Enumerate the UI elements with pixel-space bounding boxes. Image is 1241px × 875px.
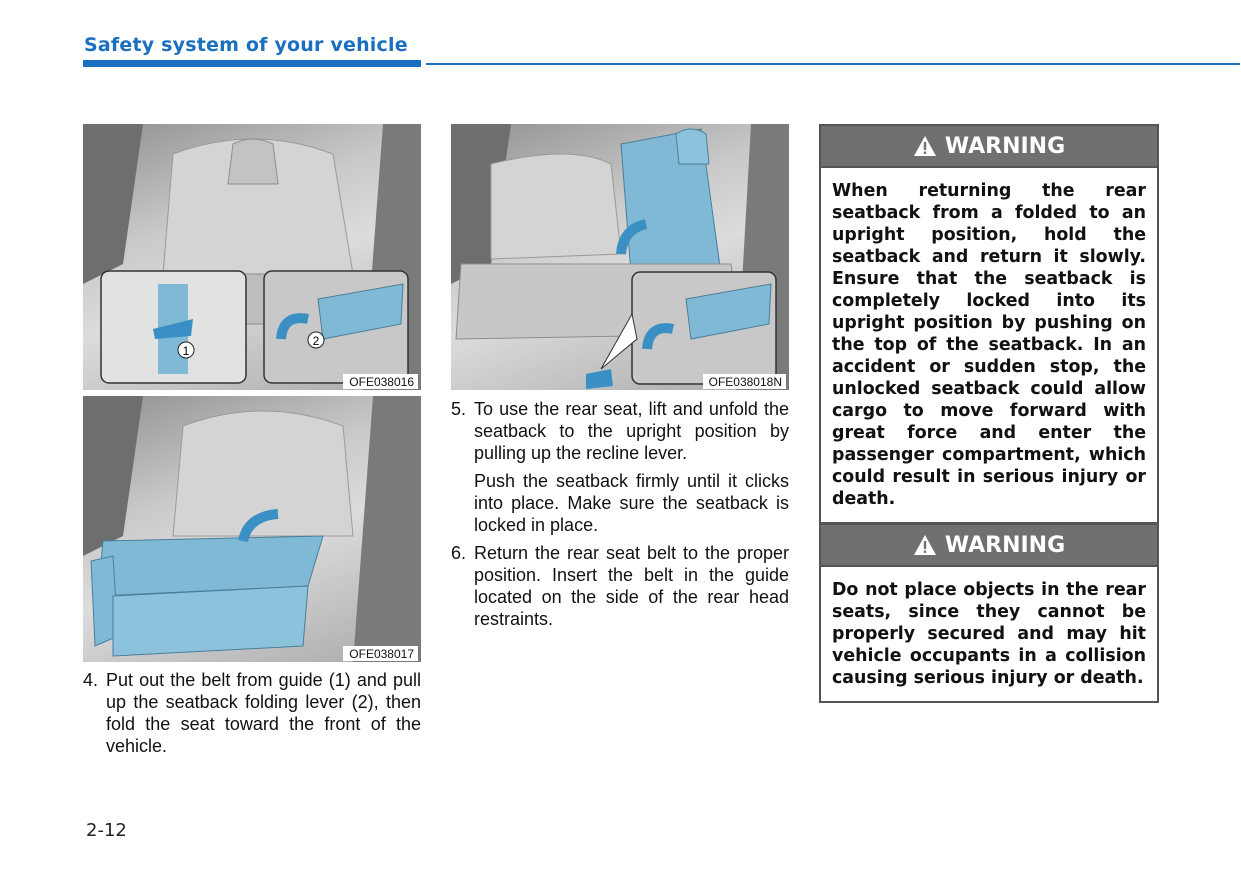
step-6 [451,542,789,630]
warning-title: WARNING [944,532,1066,558]
seat-illustration [83,124,421,390]
step-5 [451,398,789,464]
step-text: Return the rear seat belt to the proper position. Insert the belt in the guide located on the side of the rear head restraints. [474,543,789,629]
step-number: 5. [451,399,467,419]
page-number: 2-12 [86,820,127,841]
figure-label: OFE038017 [343,646,418,661]
warning-header [821,525,1157,567]
warning-box-objects [819,523,1159,703]
warning-triangle-icon [913,534,937,556]
step-number: 6. [451,543,467,563]
figure-fold-seat-step [83,124,421,390]
warning-title: WARNING [944,133,1066,159]
warning-box-seatback [819,124,1159,524]
step-number: 4. [83,670,99,690]
figure-label: OFE038016 [343,374,418,389]
seat-illustration [83,396,421,662]
header-rule-thick [83,60,421,67]
steps-5-6 [451,398,789,630]
step-text: Put out the belt from guide (1) and pull up the seatback folding lever (2), then fold the seat toward the front of the vehicle. [106,670,421,756]
warning-triangle-icon [913,135,937,157]
step-5-note: Push the seatback firmly until it clicks into place. Make sure the seatback is locked in place. [474,471,789,535]
callout-1: 1 [182,344,190,358]
warning-text: When returning the rear seatback from a folded to an upright position, hold the seatback and return it slowly. Ensure that the seatback is completely locked into its upright position by pushing on the top of the seatback. In an accident or sudden stop, the unlocked seatback could allow cargo to move forward with great force and enter the passenger compartment, which could result in serious injury or death. [832,181,1146,509]
figure-folded-seat [83,396,421,662]
callout-2: 2 [312,334,320,348]
figure-unfold-seat [451,124,789,390]
step-text: To use the rear seat, lift and unfold the seatback to the upright position by pulling up the recline lever. [474,399,789,463]
seat-illustration [451,124,789,390]
step-4 [83,669,421,757]
header-rule-thin [426,63,1240,65]
figure-label: OFE038018N [703,374,786,389]
warning-text: Do not place objects in the rear seats, since they cannot be properly secured and may hit vehicle occupants in a collision causing serious injury or death. [832,580,1146,688]
warning-header [821,126,1157,168]
section-title: Safety system of your vehicle [84,34,408,56]
